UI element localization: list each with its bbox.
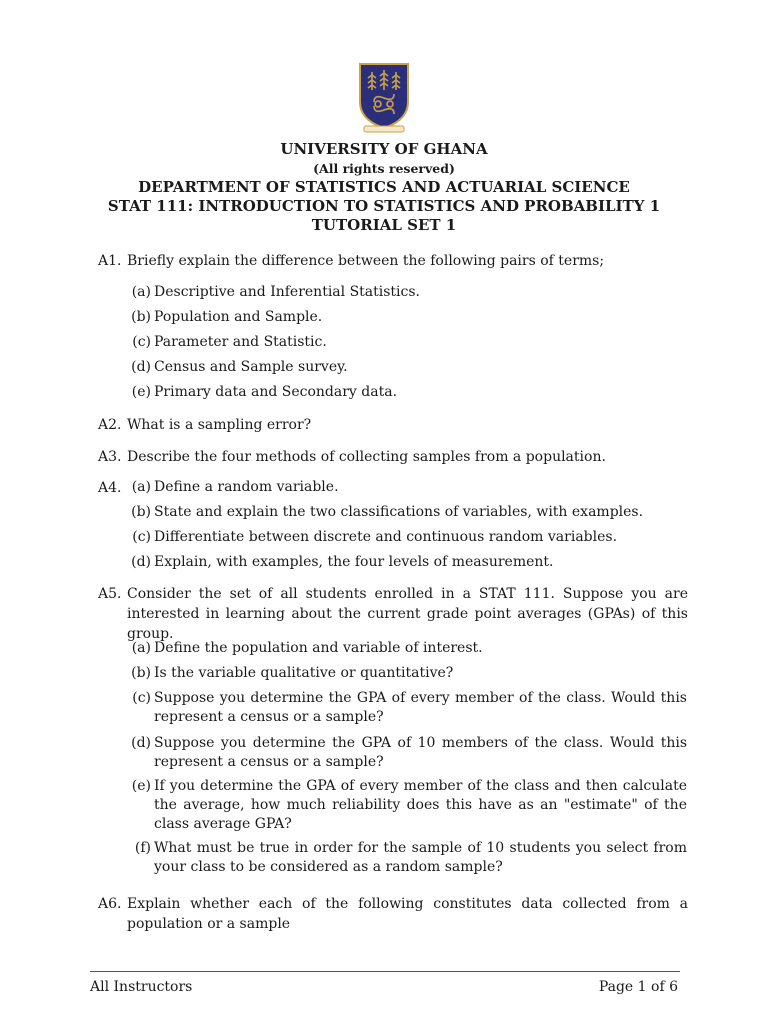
question-text: Consider the set of all students enrolled in a STAT 111. Suppose you are interested in learning about the current grade point averages (GPAs) of this group. [127,586,688,642]
item-text: Define a random variable. [154,479,339,495]
item-text: Census and Sample survey. [154,359,348,375]
department-title: DEPARTMENT OF STATISTICS AND ACTUARIAL SCIENCE [138,178,630,196]
question-text: Explain whether each of the following constitutes data collected from a population or a sample [127,896,688,932]
item-text: Descriptive and Inferential Statistics. [154,284,421,300]
question-number: A4. [98,480,122,496]
list-item [127,689,687,727]
item-label: (d) [131,554,151,570]
item-label: (a) [131,640,151,656]
question-a5 [98,584,688,642]
item-text: Parameter and Statistic. [154,334,327,350]
item-label: (a) [131,479,151,495]
item-text: Differentiate between discrete and continuous random variables. [154,529,618,545]
question-number: A1. [98,253,122,269]
course-title: STAT 111: INTRODUCTION TO STATISTICS AND PROBABILITY 1 [107,197,661,215]
footer-rule [90,971,680,972]
item-label: (b) [131,309,151,325]
list-item [127,383,687,402]
list-item [127,639,687,658]
question-a3 [98,447,688,467]
question-number: A6. [98,896,122,912]
item-text: Explain, with examples, the four levels of measurement. [154,554,554,570]
list-item [127,734,687,772]
list-item [127,664,687,683]
item-text: Suppose you determine the GPA of 10 members of the class. Would this represent a census or a sample? [154,735,687,770]
list-item [127,839,687,877]
item-text: What must be true in order for the sample of 10 students you select from your class to be considered as a random sample? [154,840,687,875]
list-item [127,503,687,522]
question-text: Briefly explain the difference between the following pairs of terms; [127,253,605,269]
list-item [127,333,687,352]
item-text: Is the variable qualitative or quantitative? [154,665,454,681]
item-text: If you determine the GPA of every member of the class and then calculate the average, how much reliability does this have as an "estimate" of the class average GPA? [154,778,687,832]
list-item [127,308,687,327]
item-text: State and explain the two classifications of variables, with examples. [154,504,644,520]
footer-page-number: Page 1 of 6 [598,979,678,995]
item-text: Primary data and Secondary data. [154,384,398,400]
question-a2 [98,415,688,435]
item-text: Define the population and variable of interest. [154,640,483,656]
rights-notice: (All rights reserved) [313,161,455,176]
question-a1 [98,251,688,271]
list-item [127,478,687,497]
item-label: (e) [131,384,151,400]
question-number: A3. [98,449,122,465]
item-label: (c) [132,690,151,706]
item-label: (b) [131,504,151,520]
item-text: Population and Sample. [154,309,323,325]
item-label: (d) [131,359,151,375]
item-label: (c) [132,529,151,545]
question-text: What is a sampling error? [127,417,312,433]
footer-instructors: All Instructors [90,979,193,995]
question-a6 [98,894,688,934]
list-item [127,777,687,834]
item-label: (f) [134,840,151,856]
item-label: (b) [131,665,151,681]
list-item [127,358,687,377]
university-crest-icon [358,62,410,134]
list-item [127,283,687,302]
question-text: Describe the four methods of collecting samples from a population. [127,449,606,465]
tutorial-set-title: TUTORIAL SET 1 [311,216,457,234]
question-number: A5. [98,586,122,602]
list-item [127,528,687,547]
university-title: UNIVERSITY OF GHANA [280,140,488,158]
item-text: Suppose you determine the GPA of every member of the class. Would this represent a census or a sample? [154,690,687,725]
item-label: (e) [131,778,151,794]
item-label: (d) [131,735,151,751]
question-number: A2. [98,417,122,433]
list-item [127,553,687,572]
item-label: (c) [132,334,151,350]
item-label: (a) [131,284,151,300]
